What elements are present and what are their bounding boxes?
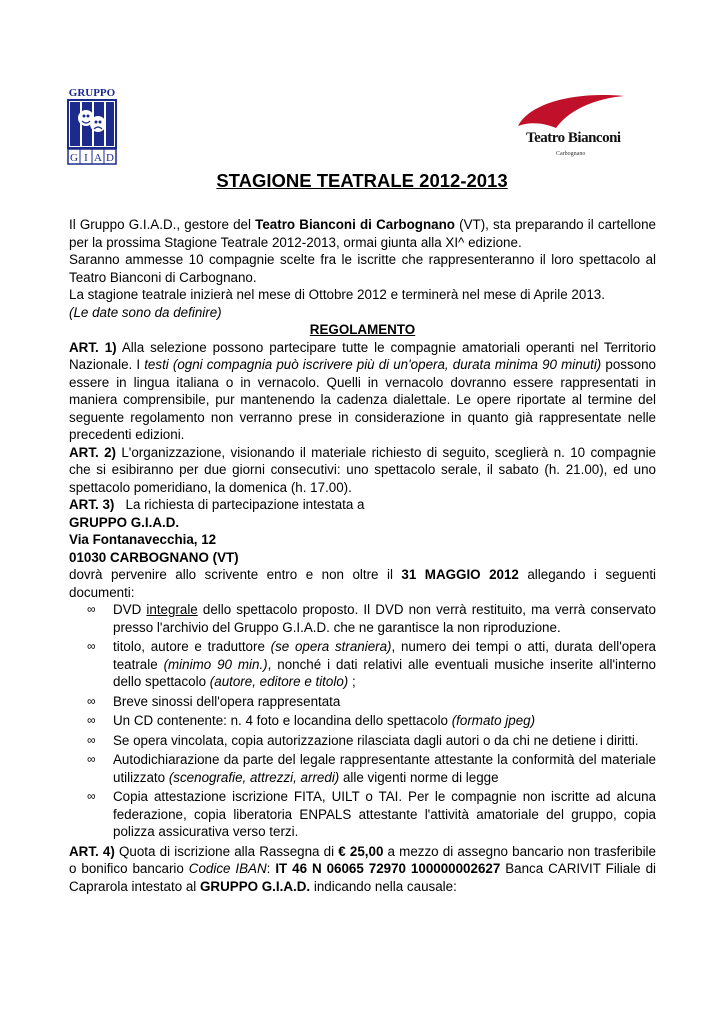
address-line-3: 01030 CARBOGNANO (VT) [69, 549, 239, 565]
intro-paragraph-2: Saranno ammesse 10 compagnie scelte fra le iscritte che rappresenteranno il loro spettacolo al Teatro Bianconi di Carbognano. [69, 252, 656, 285]
intro-paragraph-1: Il Gruppo G.I.A.D., gestore del Teatro Bianconi di Carbognano (VT), sta preparando il cartellone per la prossima Stagione Teatrale 2012-2013, ormai giunta alla XI^ edizione. [69, 217, 656, 250]
giad-letter-g: G [70, 152, 78, 164]
infinity-bullet-icon: ∞ [87, 713, 96, 727]
regolamento-heading: REGOLAMENTO [309, 322, 416, 337]
document-body [69, 216, 656, 895]
list-item: ∞ Un CD contenente: n. 4 foto e locandina dello spettacolo (formato jpeg) [87, 713, 536, 728]
list-item: ∞ Autodichiarazione da parte del legale rappresentante attestante la conformità del materiale utilizzato (scenografie, attrezzi, arredi) alle vigenti norme di legge [87, 752, 656, 785]
intro-paragraph-3: La stagione teatrale inizierà nel mese di Ottobre 2012 e terminerà nel mese di Aprile 2013. [69, 287, 605, 302]
list-item: ∞ DVD integrale dello spettacolo proposto. Il DVD non verrà restituito, ma verrà conservato presso l'archivio del Gruppo G.I.A.D. che ne garantisce la non riproduzione. [87, 602, 656, 635]
giad-letter-d: D [106, 152, 114, 164]
giad-logo-top-text: GRUPPO [68, 87, 116, 99]
list-item: ∞ Se opera vincolata, copia autorizzazione rilasciata dagli autori o da chi ne detiene i diritti. [87, 732, 639, 748]
infinity-bullet-icon: ∞ [87, 789, 96, 803]
article-3: ART. 3) La richiesta di partecipazione intestata a [69, 497, 365, 512]
required-documents-list [69, 601, 656, 841]
address-line-2: Via Fontanavecchia, 12 [69, 532, 217, 547]
article-4: ART. 4) Quota di iscrizione alla Rassegna di € 25,00 a mezzo di assegno bancario non trasferibile o bonifico bancario Codice IBAN: IT 46 N 06065 72970 100000002627 Banca CARIVIT Filiale di Caprarola intestato al GRUPPO G.I.A.D. indicando nella causale: [69, 843, 656, 894]
infinity-bullet-icon: ∞ [87, 602, 96, 616]
infinity-bullet-icon: ∞ [87, 732, 96, 747]
list-item: ∞ Copia attestazione iscrizione FITA, UILT o TAI. Per le compagnie non iscritte ad alcuna federazione, copia liberatoria ENPALS attestante l'attività amatoriale del gruppo, copia polizza assicurativa verso terzi. [87, 789, 656, 839]
infinity-bullet-icon: ∞ [87, 693, 96, 708]
infinity-bullet-icon: ∞ [87, 752, 96, 766]
teatro-bianconi-logo-text: Teatro Bianconi [526, 130, 621, 146]
list-item: ∞ Breve sinossi dell'opera rappresentata [87, 693, 341, 709]
article-1: ART. 1) Alla selezione possono partecipare tutte le compagnie amatoriali operanti nel Territorio Nazionale. I testi (ogni compagnia può iscrivere più di un'opera, durata minima 90 minuti) possono essere in lingua italiana o in vernacolo. Quelli in vernacolo dovranno essere rappresentati in maniera comprensibile, pur mantenendo la cadenza dialettale. Le opere riportate al termine del seguente regolamento non verranno prese in considerazione in quanto già rappresentate nelle precedenti edizioni. [69, 339, 656, 442]
list-item: ∞ titolo, autore e traduttore (se opera straniera), numero dei tempi o atti, durata dell'opera teatrale (minimo 90 min.), nonché i dati relativi alle eventuali musiche inserite all'interno dello spettacolo (autore, editore e titolo) ; [87, 639, 657, 689]
gruppo-giad-logo [66, 86, 118, 166]
giad-letter-a: A [94, 152, 102, 164]
giad-letter-i: I [84, 152, 88, 164]
deadline-paragraph: dovrà pervenire allo scrivente entro e non oltre il 31 MAGGIO 2012 allegando i seguenti documenti: [69, 567, 657, 600]
teatro-bianconi-logo-subtext: Carbognano [556, 151, 586, 157]
intro-paragraph-4: (Le date sono da definire) [69, 304, 222, 320]
article-2: ART. 2) L'organizzazione, visionando il materiale richiesto di seguito, sceglierà n. 10 compagnie che si esibiranno per due giorni consecutivi: uno spettacolo serale, il sabato (h. 21.00), ed uno spettacolo pomeridiano, la domenica (h. 17.00). [69, 444, 656, 495]
page-title: STAGIONE TEATRALE 2012-2013 [216, 170, 508, 191]
address-line-1: GRUPPO G.I.A.D. [69, 514, 180, 530]
infinity-bullet-icon: ∞ [87, 639, 96, 653]
